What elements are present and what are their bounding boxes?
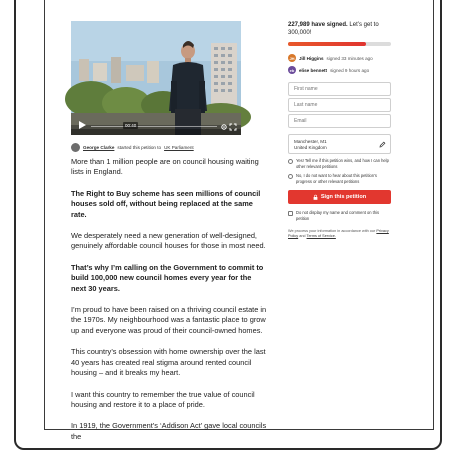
opt-in-label: Yes! Tell me if this petition wins, and how I can help other relevant petitions [296,158,389,169]
description-paragraph: I’m proud to have been raised on a thriving council estate in the 1970s. My neighbourhood was a fantastic place to grow up and everyone was proud of their council-owned homes. [71,305,267,335]
signature-progress-fill [288,42,366,46]
page-content [45,1,435,441]
fullscreen-icon[interactable] [230,124,236,130]
description-paragraph: We desperately need a new generation of well-designed, genuinely affordable council houses for those in most need. [71,231,266,251]
description-paragraph: That’s why I’m calling on the Government to commit to build 100,000 new council homes every year for the next 30 years. [71,262,264,293]
opt-out-option[interactable] [288,173,391,184]
last-name-input[interactable] [288,98,391,112]
description-paragraph: More than 1 million people are on council housing waiting lists in England. [71,157,259,177]
sign-button-label: Sign this petition [320,194,367,200]
signature-progress-bar [288,42,391,46]
sign-panel [288,21,391,239]
description-paragraph: I want this country to remember the true value of council housing and restore it to a place of pride. [71,389,255,409]
description-paragraph: The Right to Buy scheme has seen millions of council houses sold off, without being replaced at the same rate. [71,188,261,219]
signature-count [288,21,391,37]
petition-video[interactable] [71,21,241,135]
author-avatar[interactable] [71,143,80,152]
hide-name-label: Do not display my name and comment on this petition [296,210,380,221]
opt-out-label: No, I do not want to hear about this petition’s progress or other relevant petitions [296,173,377,184]
pencil-icon[interactable] [379,141,386,148]
location-country: United Kingdom [294,145,327,150]
signer-name: Jill Higgins [299,55,324,61]
description-paragraph: In 1919, the Government’s ‘Addison Act’ gave local councils the [71,421,267,441]
video-time: 00:40 [125,123,137,128]
signer-time: signed 33 minutes ago [326,55,373,61]
terms-link[interactable]: Terms of Service. [306,234,336,238]
location-city: Manchester, M1 [294,139,327,144]
gear-icon[interactable] [221,124,227,130]
signature-goal: Let’s get to 300,000! [288,22,379,36]
description-paragraph: This country’s obsession with home ownership over the last 40 years has created real stigma around rented council housing – and it breaks my heart. [71,347,266,378]
first-name-input[interactable] [288,82,391,96]
play-icon[interactable] [79,121,86,129]
privacy-prefix: We process your information in accordance with our [288,229,376,233]
recent-signers [288,52,391,76]
author-action: started this petition to [117,144,162,150]
signer-name: elise bennett [299,67,328,73]
video-frame-image [71,21,241,135]
hide-name-option[interactable] [288,210,391,221]
location-field[interactable] [288,134,391,154]
privacy-notice [288,229,391,239]
privacy-policy-link[interactable]: Privacy Policy [288,229,389,238]
signer-time: signed 9 hours ago [330,67,370,73]
lock-icon [313,195,318,200]
signer-avatar: JH [289,55,295,61]
privacy-and: and [299,234,306,238]
email-input[interactable] [288,114,391,128]
hide-name-checkbox[interactable] [288,211,293,216]
opt-in-radio[interactable] [288,159,293,164]
opt-in-option[interactable] [288,158,391,169]
recent-signer-row [288,64,391,76]
video-progress-bar[interactable] [91,126,217,128]
sign-petition-button[interactable] [288,190,391,204]
signature-suffix: have signed. [311,22,348,28]
petition-description [71,157,267,453]
petition-target[interactable]: UK Parliament [164,144,194,150]
opt-out-radio[interactable] [288,174,293,179]
petition-page [44,0,434,441]
recent-signer-row [288,52,391,64]
signer-avatar: eb [289,67,295,73]
signer-form [288,82,391,128]
author-line [71,142,194,152]
signature-number: 227,989 [288,22,310,28]
author-name[interactable]: George Clarke [83,144,115,150]
